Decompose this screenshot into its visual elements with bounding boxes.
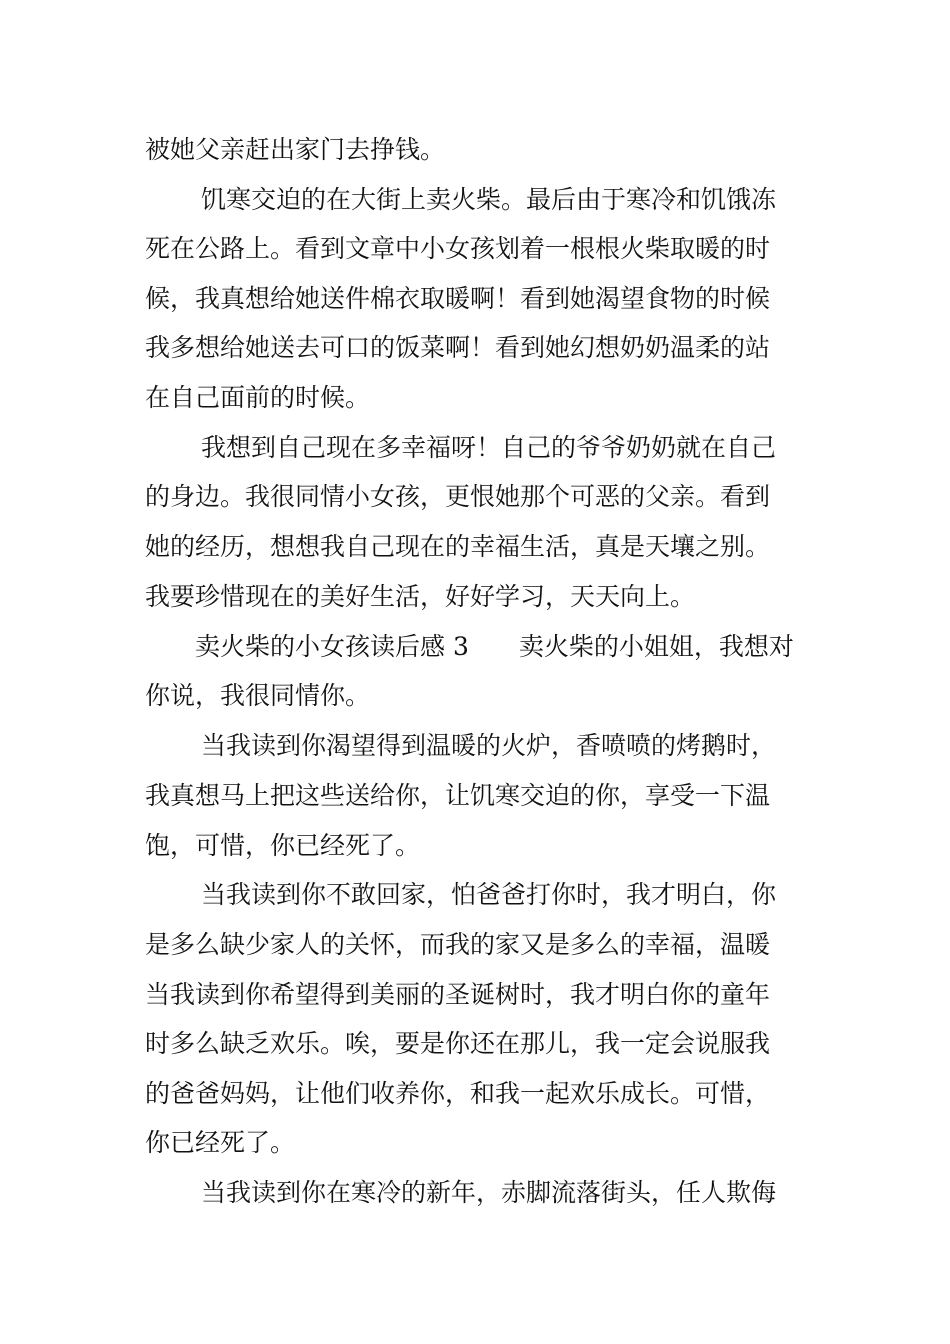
text-line: 我多想给她送去可口的饭菜啊！看到她幻想奶奶温柔的站: [145, 333, 771, 362]
text-line: 饥寒交迫的在大街上卖火柴。最后由于寒冷和饥饿冻: [201, 185, 777, 214]
text-line: 死在公路上。看到文章中小女孩划着一根根火柴取暖的时: [145, 234, 771, 263]
text-line: 当我读到你希望得到美丽的圣诞树时，我才明白你的童年: [145, 980, 771, 1009]
section-heading-line: 卖火柴的小女孩读后感 3 卖火柴的小姐姐，我想对: [195, 632, 794, 661]
text-line: 你已经死了。: [145, 1128, 296, 1157]
text-line: 被她父亲赶出家门去挣钱。: [145, 135, 446, 164]
text-line: 的爸爸妈妈，让他们收养你，和我一起欢乐成长。可惜，: [145, 1079, 771, 1108]
text-line: 我要珍惜现在的美好生活，好好学习，天天向上。: [145, 582, 696, 611]
text-line: 我想到自己现在多幸福呀！自己的爷爷奶奶就在自己: [201, 433, 777, 462]
text-line: 时多么缺乏欢乐。唉，要是你还在那儿，我一定会说服我: [145, 1029, 771, 1058]
text-line: 的身边。我很同情小女孩，更恨她那个可恶的父亲。看到: [145, 482, 771, 511]
text-line: 是多么缺少家人的关怀，而我的家又是多么的幸福，温暖: [145, 930, 771, 959]
text-line: 饱，可惜，你已经死了。: [145, 831, 421, 860]
text-line: 我真想马上把这些送给你，让饥寒交迫的你，享受一下温: [145, 781, 771, 810]
text-line: 你说，我很同情你。: [145, 681, 371, 710]
text-line: 候，我真想给她送件棉衣取暖啊！看到她渴望食物的时候: [145, 284, 771, 313]
text-line: 在自己面前的时候。: [145, 383, 371, 412]
text-line: 当我读到你不敢回家，怕爸爸打你时，我才明白，你: [201, 880, 777, 909]
text-line: 当我读到你在寒冷的新年，赤脚流落街头，任人欺侮: [201, 1178, 777, 1207]
text-line: 当我读到你渴望得到温暖的火炉，香喷喷的烤鹅时，: [201, 731, 777, 760]
text-line: 她的经历，想想我自己现在的幸福生活，真是天壤之别。: [145, 532, 771, 561]
